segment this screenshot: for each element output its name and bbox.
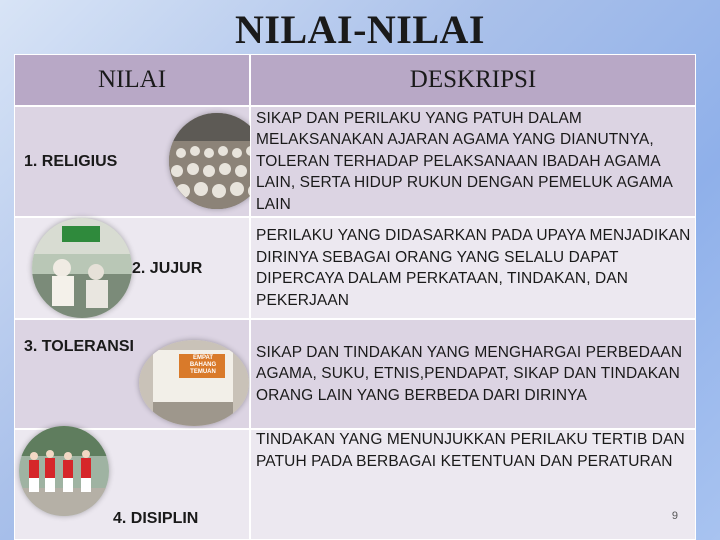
honesty-canteen-photo — [32, 218, 132, 318]
row-disiplin-nilai — [14, 429, 250, 540]
value-name-disiplin: 4. DISIPLIN — [113, 510, 199, 527]
marching-students-photo — [19, 426, 109, 516]
sign-board-photo — [139, 340, 249, 426]
row-toleransi-nilai — [14, 319, 250, 429]
description-disiplin: TINDAKAN YANG MENUNJUKKAN PERILAKU TERTIB DAN PATUH PADA BERBAGAI KETENTUAN DAN PERATURAN — [256, 431, 685, 470]
row-religius-nilai — [14, 106, 250, 217]
row-disiplin-desc — [250, 429, 696, 540]
page-title: NILAI-NILAI — [235, 7, 485, 52]
sign-board-text: EMPAT BAHANG TEMUAN — [189, 355, 217, 375]
value-name-toleransi: 3. TOLERANSI — [24, 338, 134, 355]
header-deskripsi: DESKRIPSI — [250, 54, 696, 106]
page-number: 9 — [671, 510, 678, 522]
description-toleransi: SIKAP DAN TINDAKAN YANG MENGHARGAI PERBEDAAN AGAMA, SUKU, ETNIS,PENDAPAT, SIKAP DAN TINDAKAN ORANG LAIN YANG BERBEDA DARI DIRINYA — [256, 343, 683, 404]
row-religius-desc — [250, 106, 696, 217]
description-religius: SIKAP DAN PERILAKU YANG PATUH DALAM MELAKSANAKAN AJARAN AGAMA YANG DIANUTNYA, TOLERAN TERHADAP PELAKSANAAN IBADAH AGAMA LAIN, SERTA HIDUP RUKUN DENGAN PEMELUK AGAMA LAIN — [256, 109, 673, 213]
value-name-religius: 1. RELIGIUS — [24, 153, 118, 170]
description-jujur: PERILAKU YANG DIDASARKAN PADA UPAYA MENJADIKAN DIRINYA SEBAGAI ORANG YANG SELALU DAPAT DIPERCAYA DALAM PERKATAAN, TINDAKAN, DAN PEKERJAAN — [256, 227, 691, 309]
row-toleransi-desc — [250, 319, 696, 429]
header-nilai: NILAI — [14, 54, 250, 106]
value-name-jujur: 2. JUJUR — [132, 260, 203, 277]
row-jujur-desc — [250, 217, 696, 319]
values-table — [14, 54, 696, 540]
row-jujur-nilai — [14, 217, 250, 319]
